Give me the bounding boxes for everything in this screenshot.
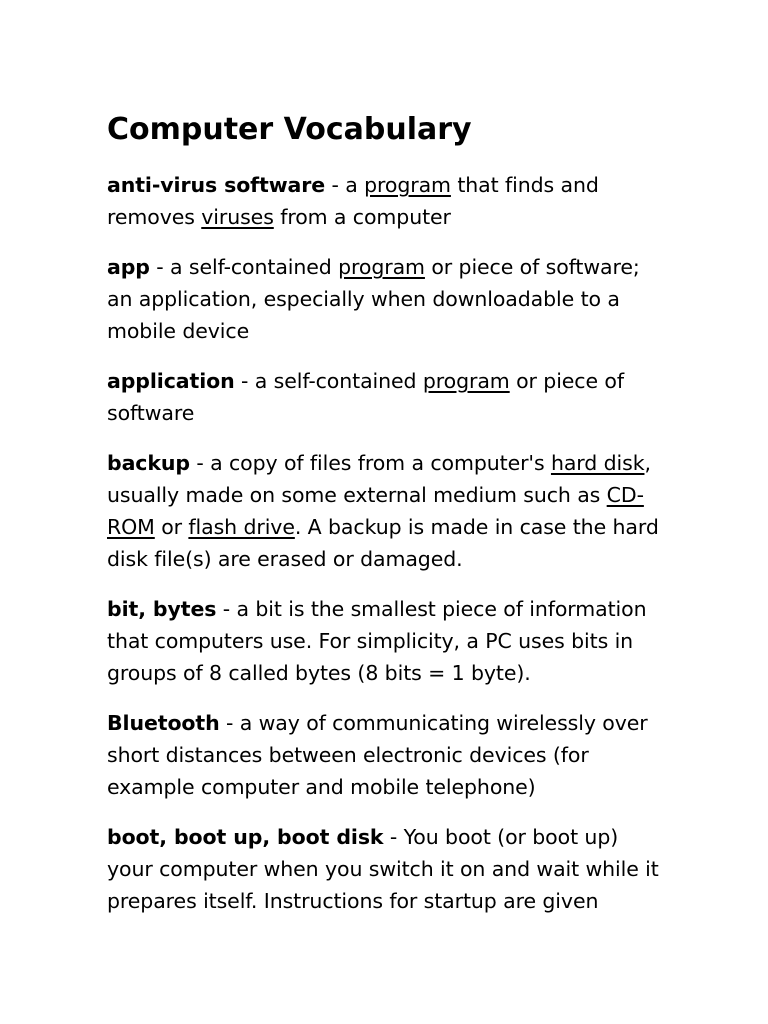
definition-text: - a <box>325 173 365 197</box>
definition-text: . A backup is made in case the hard disk file(s) are erased or damaged. <box>107 515 659 571</box>
vocabulary-entry <box>107 821 667 917</box>
vocabulary-entry <box>107 365 667 429</box>
definition-text: from a computer <box>273 205 451 229</box>
definition-text: - You boot (or boot up) your computer when you switch it on and wait while it prepares itself. Instructions for startup are given <box>107 825 659 913</box>
vocabulary-term: Bluetooth <box>107 711 220 735</box>
vocabulary-list <box>107 169 667 917</box>
definition-text: - a way of communicating wirelessly over short distances between electronic devices (for example computer and mobile telephone) <box>107 711 648 799</box>
definition-text: - a self-contained <box>149 255 339 279</box>
document-page <box>107 108 667 935</box>
vocabulary-entry <box>107 707 667 803</box>
glossary-link[interactable]: CD-ROM <box>107 483 644 539</box>
vocabulary-term: backup <box>107 451 190 475</box>
vocabulary-term: bit, bytes <box>107 597 217 621</box>
glossary-link[interactable]: program <box>338 255 425 279</box>
definition-text: or piece of software <box>107 369 624 425</box>
glossary-link[interactable]: flash drive <box>188 515 295 539</box>
definition-text: that finds and removes <box>107 173 599 229</box>
definition-text: - a copy of files from a computer's <box>189 451 551 475</box>
vocabulary-entry <box>107 593 667 689</box>
definition-text: , usually made on some external medium such as <box>107 451 651 507</box>
glossary-link[interactable]: program <box>364 173 451 197</box>
page-title: Computer Vocabulary <box>107 112 472 147</box>
glossary-link[interactable]: viruses <box>201 205 274 229</box>
vocabulary-entry <box>107 169 667 233</box>
vocabulary-term: anti-virus software <box>107 173 326 197</box>
vocabulary-entry <box>107 447 667 575</box>
vocabulary-entry <box>107 251 667 347</box>
vocabulary-term: application <box>107 369 235 393</box>
glossary-link[interactable]: program <box>422 369 510 393</box>
glossary-link[interactable]: hard disk <box>550 451 645 475</box>
definition-text: or piece of software; an application, especially when downloadable to a mobile device <box>107 255 640 343</box>
vocabulary-term: app <box>107 255 150 279</box>
vocabulary-term: boot, boot up, boot disk <box>107 825 384 849</box>
definition-text: - a bit is the smallest piece of information that computers use. For simplicity, a PC uses bits in groups of 8 called bytes (8 bits = 1 byte). <box>107 597 647 685</box>
definition-text: or <box>154 515 189 539</box>
definition-text: - a self-contained <box>234 369 423 393</box>
